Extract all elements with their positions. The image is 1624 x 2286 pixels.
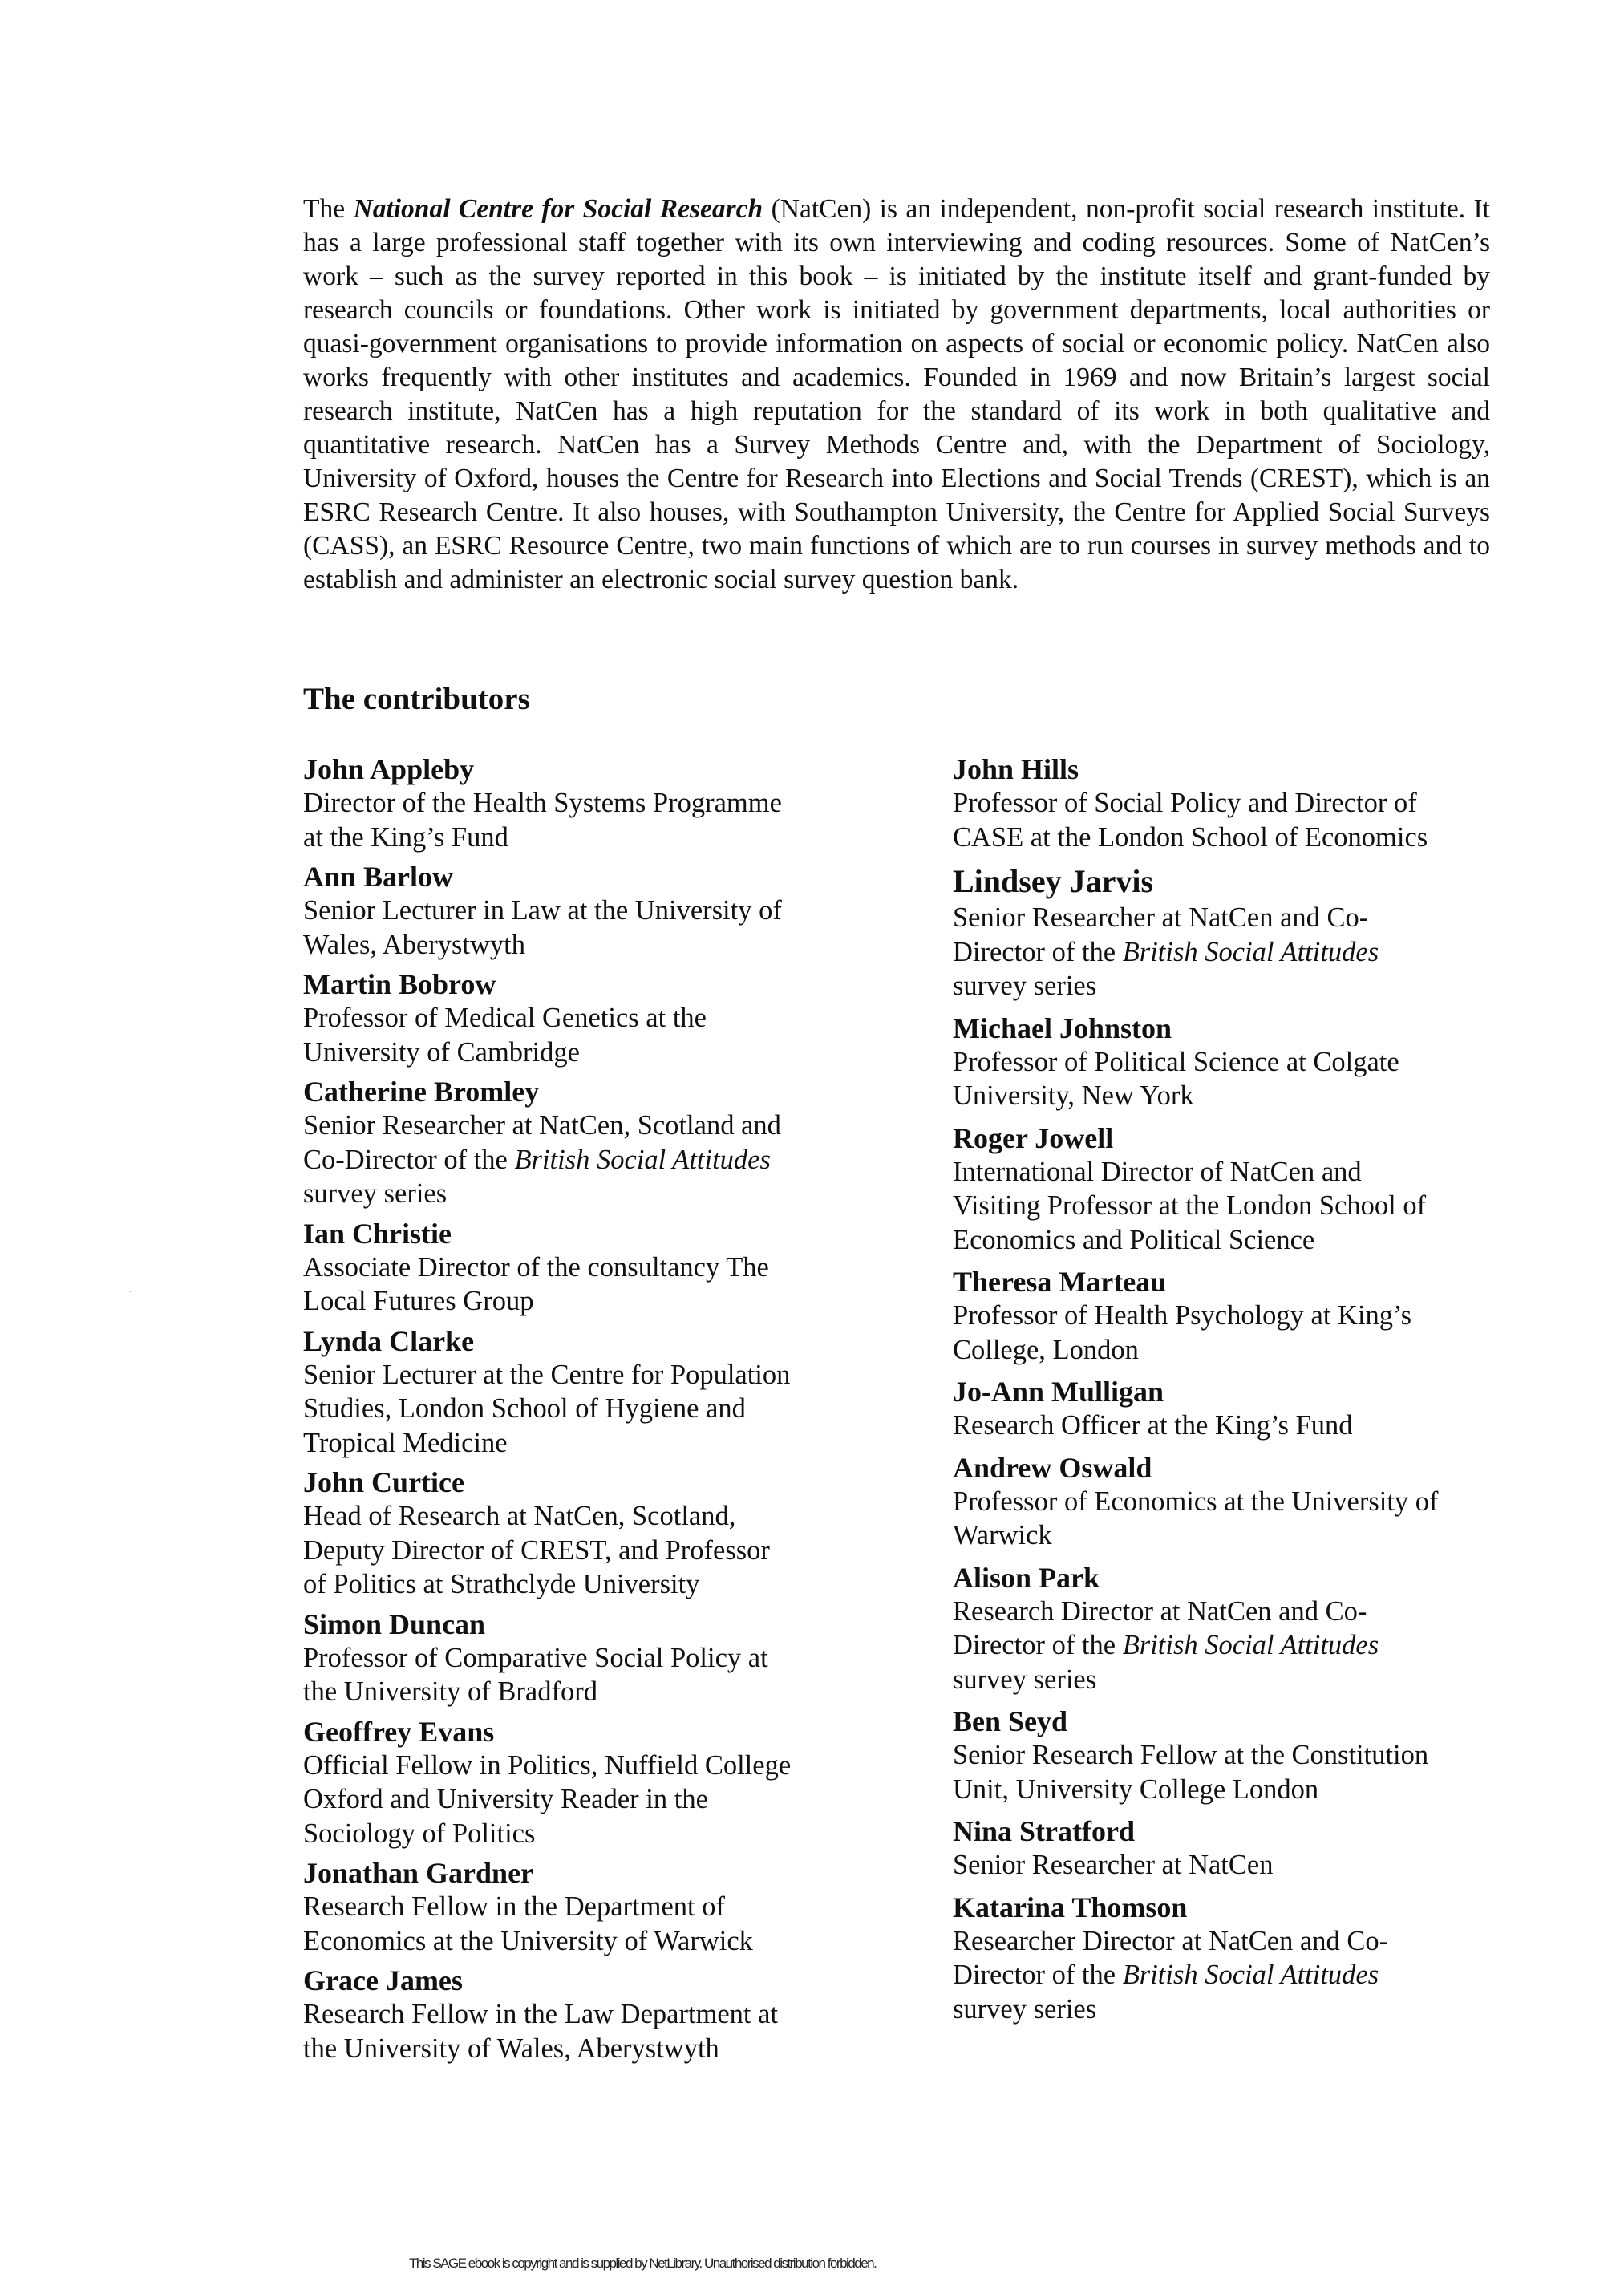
footer-note: This SAGE ebook is copyright and is supplied by NetLibrary. Unauthorised distribution forbidden. bbox=[409, 2256, 877, 2271]
contributor-role-line: CASE at the London School of Economics bbox=[953, 821, 1428, 853]
contributor-entry bbox=[953, 862, 1514, 1003]
contributor-entry bbox=[953, 1265, 1514, 1367]
contributor-name: Andrew Oswald bbox=[953, 1451, 1152, 1484]
contributor-name: Geoffrey Evans bbox=[303, 1715, 495, 1748]
contributor-role-line: Professor of Health Psychology at King’s bbox=[953, 1300, 1412, 1331]
contributor-entry bbox=[953, 1891, 1514, 2027]
contributor-entry bbox=[303, 1465, 881, 1602]
role-text: Director of the bbox=[953, 936, 1123, 967]
intro-paragraph bbox=[303, 193, 1490, 597]
contributor-name: Michael Johnston bbox=[953, 1011, 1172, 1044]
contributor-role-line: Research Officer at the King’s Fund bbox=[953, 1410, 1353, 1441]
contributor-role-line: Studies, London School of Hygiene and bbox=[303, 1393, 746, 1424]
contributor-role-line: Senior Researcher at NatCen bbox=[953, 1850, 1274, 1880]
contributor-role-line: Economics and Political Science bbox=[953, 1224, 1315, 1255]
contributor-role-line: Professor of Medical Genetics at the bbox=[303, 1003, 707, 1033]
contributor-role-line bbox=[953, 1958, 1514, 1992]
contributor-entry bbox=[953, 1011, 1514, 1113]
contributor-role-line: Head of Research at NatCen, Scotland, bbox=[303, 1501, 736, 1531]
contributor-role-line: Oxford and University Reader in the bbox=[303, 1784, 708, 1814]
contributor-role-line: University of Cambridge bbox=[303, 1036, 580, 1068]
contributor-entry bbox=[953, 1121, 1514, 1258]
contributor-role-line: Warwick bbox=[953, 1520, 1052, 1550]
contributor-role-line: the University of Bradford bbox=[303, 1676, 597, 1707]
contributor-role-line: Unit, University College London bbox=[953, 1773, 1319, 1805]
contributor-role-line: Professor of Economics at the University of bbox=[953, 1485, 1439, 1517]
contributor-entry bbox=[303, 860, 881, 962]
contributor-name: Grace James bbox=[303, 1964, 463, 1996]
contributor-name: Theresa Marteau bbox=[953, 1266, 1167, 1298]
contributor-name: Lindsey Jarvis bbox=[953, 863, 1154, 899]
contributor-name: Roger Jowell bbox=[953, 1121, 1114, 1154]
organisation-name: National Centre for Social Research bbox=[353, 194, 763, 224]
contributor-role-line: Senior Lecturer at the Centre for Population bbox=[303, 1359, 791, 1390]
contributor-name: John Appleby bbox=[303, 753, 475, 785]
contributor-role-line: Local Futures Group bbox=[303, 1286, 534, 1316]
survey-title: British Social Attitudes bbox=[1122, 1960, 1379, 1990]
intro-lead: The bbox=[303, 194, 354, 224]
contributor-role-line: Sociology of Politics bbox=[303, 1818, 536, 1849]
contributor-role-line: the University of Wales, Aberystwyth bbox=[303, 2033, 719, 2064]
contributor-entry bbox=[303, 1324, 881, 1461]
contributor-entry bbox=[303, 1964, 881, 2065]
role-text: Director of the bbox=[953, 1960, 1123, 1990]
survey-title: British Social Attitudes bbox=[1122, 1630, 1379, 1660]
contributor-role-line: Wales, Aberystwyth bbox=[303, 929, 526, 960]
contributor-role-line: Research Director at NatCen and Co- bbox=[953, 1595, 1367, 1627]
contributor-entry bbox=[303, 752, 881, 854]
contributor-role-line bbox=[953, 1628, 1514, 1663]
contributor-name: Martin Bobrow bbox=[303, 968, 496, 1000]
role-text: Director of the bbox=[953, 1630, 1123, 1660]
contributor-role-line: Research Fellow in the Law Department at bbox=[303, 1999, 779, 2029]
contributor-entry bbox=[953, 1375, 1514, 1443]
contributors-heading: The contributors bbox=[303, 682, 530, 716]
contributor-role-line: International Director of NatCen and bbox=[953, 1156, 1362, 1187]
contributor-role-line bbox=[953, 935, 1514, 970]
role-text: Co-Director of the bbox=[303, 1144, 515, 1175]
contributor-role-line: at the King’s Fund bbox=[303, 821, 508, 853]
contributor-name: Simon Duncan bbox=[303, 1607, 486, 1640]
contributor-entry bbox=[953, 1704, 1514, 1806]
contributor-role-line: survey series bbox=[953, 1664, 1097, 1695]
contributor-name: Jonathan Gardner bbox=[303, 1857, 534, 1889]
contributor-entry bbox=[953, 1451, 1514, 1553]
contributor-role-line: survey series bbox=[303, 1178, 448, 1209]
contributor-entry bbox=[303, 1217, 881, 1319]
contributor-entry bbox=[953, 1814, 1514, 1883]
contributor-name: Catherine Bromley bbox=[303, 1076, 540, 1108]
contributors-left-column bbox=[303, 752, 881, 2071]
contributor-name: Jo-Ann Mulligan bbox=[953, 1376, 1164, 1408]
contributor-role-line: survey series bbox=[953, 971, 1097, 1001]
contributor-role-line: Economics at the University of Warwick bbox=[303, 1925, 753, 1956]
contributor-name: Lynda Clarke bbox=[303, 1324, 475, 1357]
contributor-role-line: Researcher Director at NatCen and Co- bbox=[953, 1925, 1389, 1956]
contributor-entry bbox=[303, 1715, 881, 1851]
contributor-role-line: Official Fellow in Politics, Nuffield College bbox=[303, 1749, 792, 1781]
contributor-role-line: Director of the Health Systems Programme bbox=[303, 788, 782, 818]
contributor-name: John Curtice bbox=[303, 1466, 464, 1498]
contributor-role-line: Senior Researcher at NatCen and Co- bbox=[953, 902, 1369, 933]
contributor-name: Ian Christie bbox=[303, 1217, 452, 1250]
scan-mark: · bbox=[128, 1287, 132, 1299]
contributor-role-line: Research Fellow in the Department of bbox=[303, 1891, 725, 1922]
contributor-role-line: Professor of Political Science at Colgate bbox=[953, 1046, 1399, 1077]
contributor-entry bbox=[953, 752, 1514, 854]
contributor-role-line bbox=[303, 1143, 881, 1177]
contributor-name: Ben Seyd bbox=[953, 1705, 1068, 1737]
survey-title: British Social Attitudes bbox=[514, 1144, 771, 1175]
intro-body: (NatCen) is an independent, non-profit social research institute. It has a large professional staff together with its own interviewing and coding resources. Some of NatCen’s work – such as the survey reported in this book – is initiated by the institute itself and grant-funded by research councils or foundations. Other work is initiated by government departments, local authorities or quasi-government organisations to provide information on aspects of social or economic policy. NatCen also works frequently with other institutes and academics. Founded in 1969 and now Britain’s largest social research institute, NatCen has a high reputation for the standard of its work in both qualitative and quantitative research. NatCen has a Survey Methods Centre and, with the Department of Sociology, University of Oxford, houses the Centre for Research into Elections and Social Trends (CREST), which is an ESRC Research Centre. It also houses, with Southampton University, the Centre for Applied Social Surveys (CASS), an ESRC Resource Centre, two main functions of which are to run courses in survey methods and to establish and administer an electronic social survey question bank. bbox=[303, 194, 1490, 594]
contributor-name: John Hills bbox=[953, 753, 1079, 785]
contributor-role-line: Professor of Social Policy and Director of bbox=[953, 788, 1417, 818]
survey-title: British Social Attitudes bbox=[1122, 936, 1379, 967]
contributor-entry bbox=[953, 1561, 1514, 1697]
contributor-role-line: Senior Researcher at NatCen, Scotland and bbox=[303, 1110, 781, 1141]
contributor-role-line: Senior Lecturer in Law at the University of bbox=[303, 895, 782, 926]
contributor-role-line: University, New York bbox=[953, 1080, 1194, 1111]
contributor-name: Ann Barlow bbox=[303, 861, 454, 893]
contributor-name: Nina Stratford bbox=[953, 1815, 1135, 1847]
contributor-entry bbox=[303, 1856, 881, 1958]
contributor-role-line: Professor of Comparative Social Policy at bbox=[303, 1642, 768, 1673]
contributor-role-line: survey series bbox=[953, 1993, 1097, 2025]
contributor-name: Katarina Thomson bbox=[953, 1891, 1188, 1923]
contributor-entry bbox=[303, 1607, 881, 1709]
contributor-role-line: Tropical Medicine bbox=[303, 1427, 508, 1458]
contributors-right-column bbox=[953, 752, 1514, 2034]
contributor-role-line: Senior Research Fellow at the Constitution bbox=[953, 1740, 1429, 1770]
contributor-role-line: Deputy Director of CREST, and Professor bbox=[303, 1534, 770, 1566]
contributor-entry bbox=[303, 1075, 881, 1211]
contributor-role-line: College, London bbox=[953, 1334, 1139, 1365]
contributor-role-line: Associate Director of the consultancy The bbox=[303, 1251, 769, 1283]
contributor-name: Alison Park bbox=[953, 1561, 1100, 1594]
contributor-entry bbox=[303, 967, 881, 1069]
contributor-role-line: Visiting Professor at the London School of bbox=[953, 1190, 1427, 1221]
contributor-role-line: of Politics at Strathclyde University bbox=[303, 1569, 700, 1599]
